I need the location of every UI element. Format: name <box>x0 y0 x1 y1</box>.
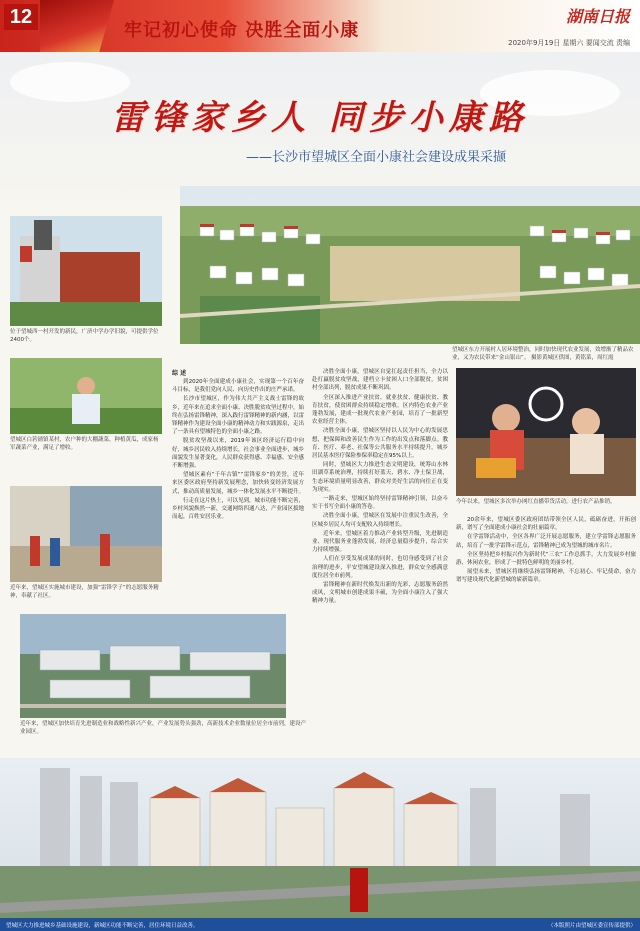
paragraph: 决胜全面小康，望城区在发展中注重民生改善，全区城乡居民人均可支配收入持续增长。 <box>312 513 448 528</box>
paragraph: 在学雷锋活动中，全区各界广泛开展志愿服务，建立学雷锋志愿服务站，培育了一批学雷锋示范点，雷锋精神已成为望城的城市名片。 <box>456 534 636 549</box>
aerial-village-photo <box>180 186 640 344</box>
caption-industrial-park: 近年来，望城区加快培育先进制造业和战略性新兴产业，产业发展势头强劲，高新技术企业数量位居全市前列，建设产业园区。 <box>20 721 307 735</box>
headline-title: 雷锋家乡人 同步小康路 <box>111 98 529 138</box>
school-building-photo <box>10 216 162 326</box>
paragraph: 近年来，望城区着力推动产业转型升级，先进制造业、现代服务业蓬勃发展，经济总量稳步提升，综合实力持续增强。 <box>312 530 448 554</box>
article-column-1 <box>172 368 304 620</box>
paragraph: 到2020年全面建成小康社会，实现第一个百年奋斗目标，是我们党向人民、向历史作出的庄严承诺。 <box>172 379 304 394</box>
paragraph: 一路走来，望城区始终坚持雷锋精神引领，以奋斗实干书写全面小康的答卷。 <box>312 496 448 511</box>
article-column-3 <box>456 516 636 758</box>
city-panorama-photo <box>0 758 640 918</box>
caption-livestream: 今年以来，望城区多次举办网红直播带货活动，进行农产品推销。 <box>456 499 616 505</box>
caption-farmer: 望城区白箬铺镇某村，农户种的大棚蔬菜，种植黄瓜，成家杨军蔬菜产业，满足了增收。 <box>10 437 159 451</box>
masthead <box>0 0 640 52</box>
dateline: 2020年9月19日 星期六 要闻交流 责编 <box>508 39 630 47</box>
headline-subtitle: ——长沙市望城区全面小康社会建设成果采撷 <box>245 150 506 165</box>
livestream-photo <box>456 368 636 496</box>
footer-credit: （本版照片由望城区委宣传部提供） <box>547 923 636 929</box>
red-flag-decoration <box>40 0 114 52</box>
page-number: 12 <box>4 4 38 30</box>
footer-caption: 望城区大力推进城乡基础设施建设，新城区功能不断完善，居住环境日益改善。 <box>6 923 199 929</box>
farmer-vegetable-photo <box>10 358 162 434</box>
paragraph: 决胜全面小康，望城区坚持以人民为中心的发展思想，把保障和改善民生作为工作的出发点和落脚点。教育、医疗、养老、社保等公共服务水平持续提升，城乡居民基本医疗保险参保率稳定在95%以上。 <box>312 428 448 460</box>
paragraph: 决胜全面小康，望城区自觉扛起责任担当，全力以赴打赢脱贫攻坚战，建档立卡贫困人口全部脱贫，贫困村全部出列，脱贫成果不断巩固。 <box>312 369 448 392</box>
paragraph: 20余年来，望城区委区政府团结带领全区人民，砥砺奋进，开拓创新，谱写了全面建成小康社会的壮丽篇章。 <box>456 517 636 532</box>
paragraph: 望城区素有“千年古镇”“雷锋家乡”的美誉，近年来区委区政府坚持新发展理念，加快转变经济发展方式，推动高质量发展，城乡一体化发展水平不断提升。 <box>172 472 304 495</box>
article-column-2 <box>312 368 448 758</box>
industrial-park-photo <box>20 614 286 718</box>
slogan: 牢记初心使命 决胜全面小康 <box>124 20 360 41</box>
paragraph: 雷锋精神在新时代焕发出新的光彩，志愿服务蔚然成风，文明城市创建成果丰硕，为全面小康注入了强大精神力量。 <box>312 582 448 605</box>
headline-area <box>0 52 640 200</box>
caption-aerial-village: 望城区东方开展村人居环境整治，同时加快现代农业发展，效增渐了精品农业，又为农民带来“金山银山”。 摄影黄城区供图，黄铭菜，周红霞 <box>452 347 634 361</box>
paragraph: 脱贫攻坚战以来，2019年该区经济运行稳中向好，城乡居民收入持续增长，社会事业全面进步，城乡面貌发生显著变化，人民群众获得感、幸福感、安全感不断增强。 <box>172 438 304 470</box>
paragraph: 展望未来，望城区将继续弘扬雷锋精神，不忘初心、牢记使命，奋力谱写建设现代化新望城的崭新篇章。 <box>456 569 636 584</box>
caption-volunteer: 近年来，望城区实施城市建设，加强“雷锋学子”的志愿服务精神，奉献了社区。 <box>10 585 159 599</box>
newspaper-logo: 湖南日报 <box>565 7 630 26</box>
paragraph: 全区深入推进产业扶贫、就业扶贫、健康扶贫、教育扶贫，使贫困群众持续稳定增收。区内特色农业产业蓬勃发展，建成一批现代农业产业园，培育了一批新型农业经营主体。 <box>312 394 448 426</box>
paragraph: 全区坚持把乡村振兴作为新时代“三农”工作总抓手，大力发展乡村旅游、休闲农业，形成了一批特色鲜明的美丽乡村。 <box>456 551 636 567</box>
column-heading: 综 述 <box>172 370 187 377</box>
paragraph: 行走在这片热土，可以见到，城市功能不断完善，乡村风貌焕然一新，交通网络四通八达，产业园区拔地而起，百姓安居乐业。 <box>172 497 304 521</box>
paragraph: 同时，望城区大力推进生态文明建设，统筹山水林田湖草系统治理，持续打好蓝天、碧水、净土保卫战，生态环境质量明显改善，群众对美好生活的向往正在变为现实。 <box>312 462 448 493</box>
paragraph: 长沙市望城区，作为伟大共产主义战士雷锋的故乡，近年来在追求全面小康、决胜脱贫攻坚过程中，始终在弘扬雷锋精神，深入践行雷锋精神的新内涵，以雷锋精神作为建设全面小康的精神动力和实践源泉，走出了一条具有望城特色的全面小康之路。 <box>172 396 304 436</box>
caption-school: 位于望城西一村开发的新民，广济中学办学旧貌，可提供学位2400个。 <box>10 329 159 343</box>
paragraph: 人们在享受发展成果的同时，也切身感受到了社会治理的进步，平安望城建设深入推进，群众安全感满意度位居全市前列。 <box>312 556 448 579</box>
volunteer-street-photo <box>10 486 162 582</box>
